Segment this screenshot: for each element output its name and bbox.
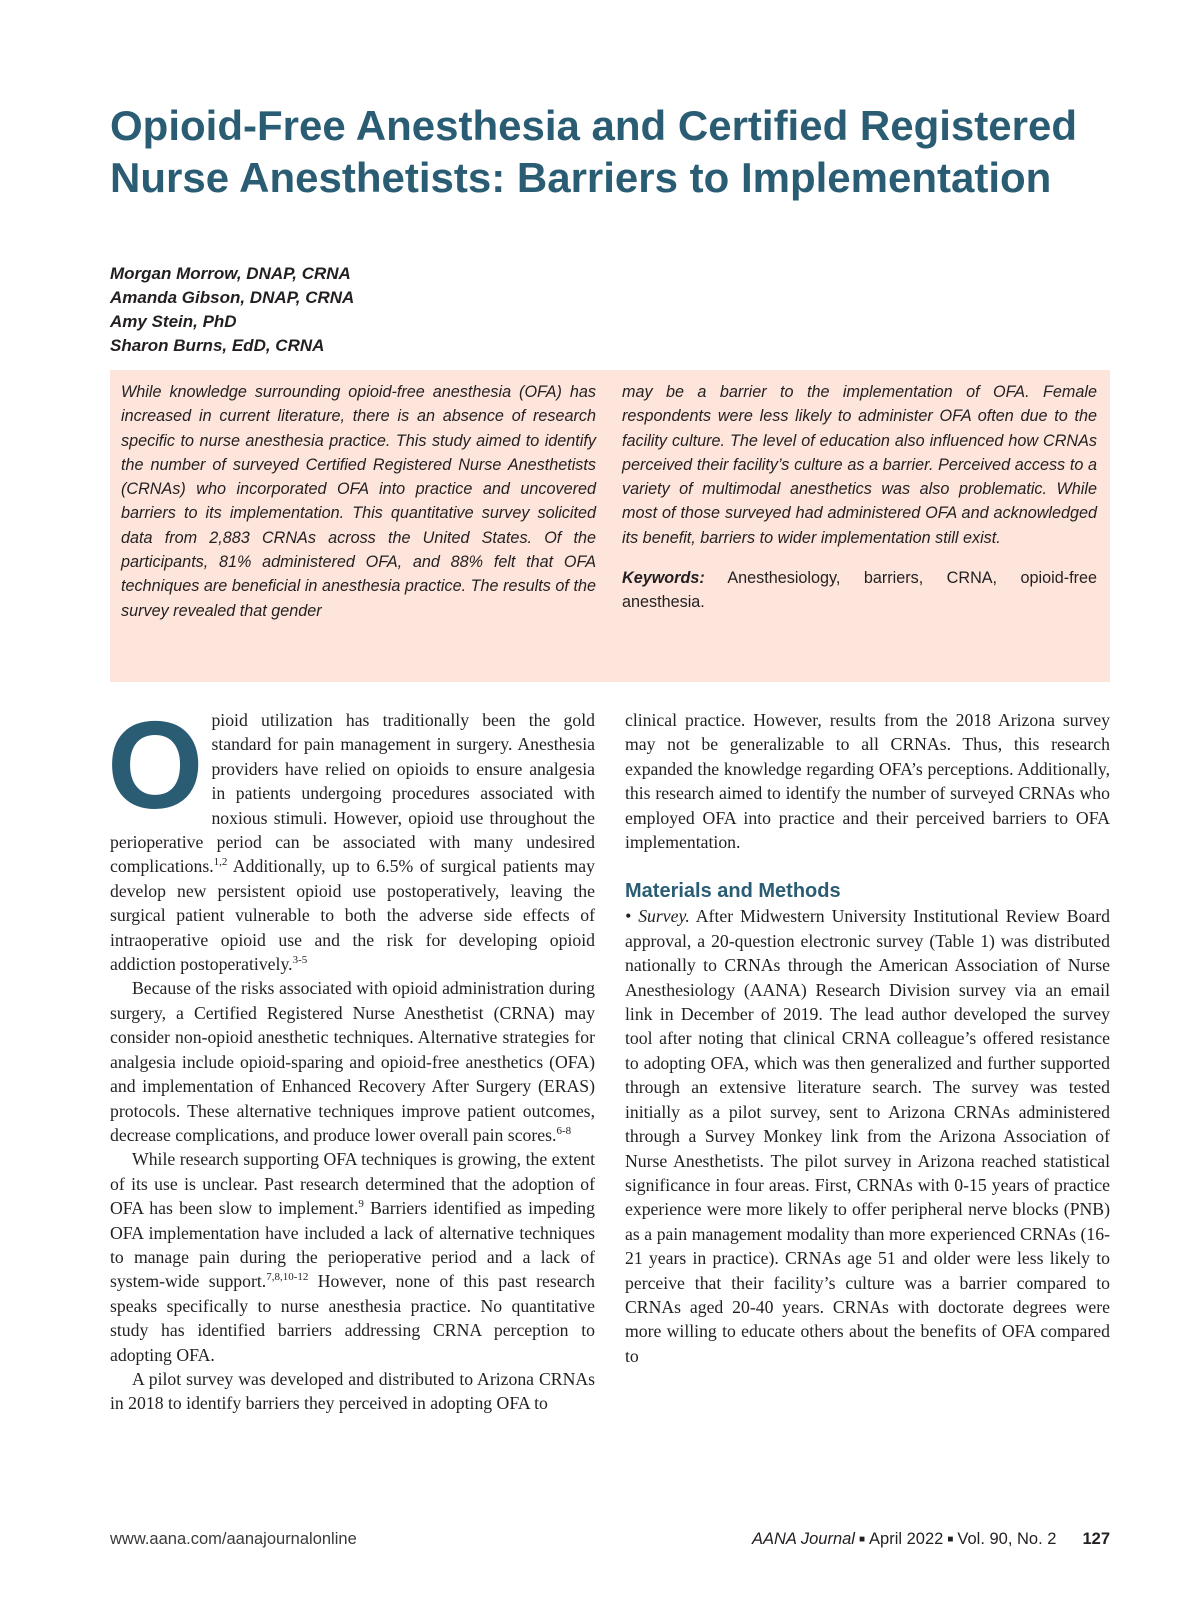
citation: 1,2 xyxy=(213,856,228,869)
drop-cap: O xyxy=(107,697,204,835)
abstract-text-part2: may be a barrier to the implementation of OFA. Female respondents were less likely to administer OFA often due to the facility culture. The level of education also influenced how CRNAs perceived their facility’s culture as a barrier. Perceived access to a variety of multimodal anesthetics was also problematic. While most of those surveyed had administered OFA and acknowledged its benefit, barriers to wider implementation still exist. xyxy=(622,383,1097,547)
keywords-text: Anesthesiology, barriers, CRNA, opioid-free anesthesia. xyxy=(622,569,1097,612)
citation: 3-5 xyxy=(292,954,308,967)
article-title: Opioid-Free Anesthesia and Certified Registered Nurse Anesthetists: Barriers to Implementation xyxy=(110,102,1077,201)
run-in-heading: • Survey. xyxy=(625,906,690,927)
abstract-text-part1: While knowledge surrounding opioid-free anesthesia (OFA) has increased in current literature, there is an absence of research specific to nurse anesthesia practice. This study aimed to identify the number of surveyed Certified Registered Nurse Anesthetists (CRNAs) who incorporated OFA into practice and uncovered barriers to its implementation. This quantitative survey solicited data from 2,883 CRNAs across the United States. Of the participants, 81% administered OFA, and 88% felt that OFA techniques are beneficial in anesthesia practice. The results of the survey revealed that gender xyxy=(121,383,596,620)
body-right-column xyxy=(625,708,1110,1368)
body-left-column xyxy=(107,697,595,1416)
page-number: 127 xyxy=(1082,1530,1110,1548)
footer-citation xyxy=(752,1530,1110,1549)
intro-paragraph: Opioid utilization has traditionally been the gold standard for pain management in surgery. Anesthesia providers have relied on opioids to ensure analgesia in patients undergoing procedures associated with noxious stimuli. However, opioid use throughout the perioperative period can be associated with many undesired complications.$^{1,2}$ Additionally, up to 6.5% of surgical patients may develop new persistent opioid use postoperatively, leaving the surgical patient vulnerable to both the adverse side effects of intraoperative opioid use and the risk for developing opioid addiction postoperatively.$^{3-5}$ xyxy=(107,697,595,975)
citation: 9 xyxy=(358,1198,364,1211)
abstract-box xyxy=(110,370,1110,682)
abstract-right-column xyxy=(622,380,1097,615)
keywords xyxy=(622,566,1097,615)
journal-url: www.aana.com/aanajournalonline xyxy=(110,1530,357,1548)
citation: 6-8 xyxy=(556,1124,572,1137)
citation: 7,8,10-12 xyxy=(266,1271,309,1284)
author-name: Morgan Morrow, DNAP, CRNA xyxy=(110,264,351,283)
author-list xyxy=(110,262,610,358)
paragraph: While research supporting OFA techniques is growing, the extent of its use is unclear. Past research determined that the adoption of OFA has been slow to implement.$^9$ Barriers identified as impeding OFA implementation have included a lack of alternative techniques to manage pain during the perioperative period and a lack of system-wide support.$^{7,8,10-12}$ However, none of this past research speaks specifically to nurse anesthesia practice. No quantitative study has identified barriers addressing CRNA perception to adopting OFA. xyxy=(110,1149,595,1365)
separator-icon: ■ xyxy=(947,1534,954,1545)
section-heading: Materials and Methods xyxy=(625,880,841,903)
paragraph: Because of the risks associated with opioid administration during surgery, a Certified Registered Nurse Anesthetist (CRNA) may consider non-opioid anesthetic techniques. Alternative strategies for analgesia include opioid-sparing and opioid-free anesthetics (OFA) and implementation of Enhanced Recovery After Surgery (ERAS) protocols. These alternative techniques improve patient outcomes, decrease complications, and produce lower overall pain scores.$^{6-8}$ xyxy=(110,978,595,1145)
separator-icon: ■ xyxy=(858,1534,866,1545)
issue-date: April 2022 xyxy=(869,1530,944,1548)
paragraph-continued: clinical practice. However, results from the 2018 Arizona survey may not be generalizable to all CRNAs. Thus, this research expanded the knowledge regarding OFA’s perceptions. Additionally, this research aimed to identify the number of surveyed CRNAs who employed OFA into practice and their perceived barriers to OFA implementation. xyxy=(625,710,1110,853)
keywords-label: Keywords: xyxy=(622,569,705,588)
paragraph: • Survey. After Midwestern University Institutional Review Board approval, a 20-question electronic survey (Table 1) was distributed nationally to CRNAs through the American Association of Nurse Anesthesiology (AANA) Research Division survey via an email link in December of 2019. The lead author developed the survey tool after noting that clinical CRNA colleague’s offered resistance to adopting OFA, which was then generalized and further supported through an extensive literature search. The survey was tested initially as a pilot survey, sent to Arizona CRNAs administered through a Survey Monkey link from the Arizona Association of Nurse Anesthetists. The pilot survey in Arizona reached statistical significance in four areas. First, CRNAs with 0-15 years of practice experience were more likely to offer peripheral nerve blocks (PNB) as a pain management modality than more experienced CRNAs (16-21 years in practice). CRNAs age 51 and older were less likely to perceive that their facility’s culture was a barrier compared to CRNAs aged 20-40 years. CRNAs with doctorate degrees were more willing to educate others about the benefits of OFA compared to xyxy=(625,906,1110,1366)
author-name: Amy Stein, PhD xyxy=(110,312,237,331)
paragraph: A pilot survey was developed and distributed to Arizona CRNAs in 2018 to identify barriers they perceived in adopting OFA to xyxy=(110,1368,595,1414)
author-name: Sharon Burns, EdD, CRNA xyxy=(110,336,325,355)
volume-issue: Vol. 90, No. 2 xyxy=(957,1530,1057,1548)
author-name: Amanda Gibson, DNAP, CRNA xyxy=(110,288,355,307)
abstract-left-column xyxy=(121,380,596,623)
journal-name: AANA Journal xyxy=(751,1530,855,1548)
page-footer xyxy=(110,1530,1110,1554)
